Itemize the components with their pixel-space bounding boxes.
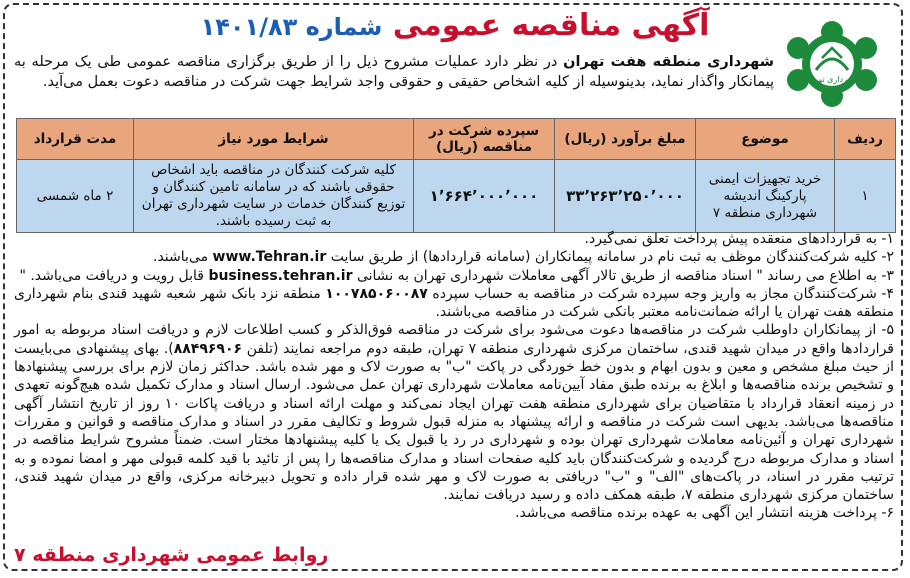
footer-signature: روابط عمومی شهرداری منطقه ۷	[14, 544, 329, 566]
tender-clauses	[14, 230, 894, 523]
tehran-municipality-logo	[778, 18, 886, 110]
clause-2-end: می‌باشند.	[153, 249, 213, 266]
header-conditions: شرایط مورد نیاز	[134, 119, 414, 160]
clause-3-end: قابل رویت و دریافت می‌باشد. "	[19, 267, 209, 284]
table-header-row	[17, 119, 896, 160]
title-text: آگهی مناقصه عمومی	[392, 8, 710, 43]
tender-table	[16, 118, 896, 233]
clause-3	[14, 267, 894, 285]
header-duration: مدت قرارداد	[17, 119, 134, 160]
header-estimate: مبلغ برآورد (ریال)	[555, 119, 696, 160]
clause-4	[14, 285, 894, 322]
contact-phone: ۸۸۴۹۶۹۰۶	[173, 340, 243, 357]
cell-conditions: کلیه شرکت کنندگان در مناقصه باید اشخاص حقوقی باشند که در سامانه تامین کنندگان و توزیع کنندگان خدمات در سایت شهرداری تهران به ثبت رسیده باشند.	[134, 160, 414, 233]
svg-text:شهرداری تهران: شهرداری تهران	[806, 75, 858, 84]
cell-estimate: ۳۳٬۲۶۳٬۲۵۰٬۰۰۰	[555, 160, 696, 233]
tender-number: شماره ۱۴۰۱/۸۳	[200, 13, 383, 41]
cell-duration: ۲ ماه شمسی	[17, 160, 134, 233]
clause-4-text: ۴- شرکت‌کنندگان مجاز به واریز وجه سپرده شرکت در مناقصه به حساب سپرده	[427, 285, 894, 302]
tehran-site-link[interactable]: www.Tehran.ir	[212, 249, 327, 266]
intro-paragraph	[14, 52, 774, 92]
header-row-number: ردیف	[835, 119, 896, 160]
cell-deposit: ۱٬۶۶۴٬۰۰۰٬۰۰۰	[414, 160, 555, 233]
clause-3-text: ۳- به اطلاع می رساند " اسناد مناقصه از طریق تالار آگهی معاملات شهرداری تهران به نشانی	[352, 267, 894, 284]
header-subject: موضوع	[696, 119, 835, 160]
clause-5-text: ۵- از پیمانکاران داوطلب شرکت در مناقصه‌ها دعوت می‌شود برای شرکت در مناقصه فوق‌الذکر و کسب اطلاعات لازم و دریافت اسناد مربوطه به امور قراردادها واقع در میدان شهید قندی، ساختمان مرکزی شهرداری منطقه ۷ تهران، طبقه دوم مراجعه نمایند (تلفن	[14, 322, 894, 357]
org-name: شهرداری منطقه هفت تهران	[563, 54, 774, 70]
table-row	[17, 160, 896, 233]
clause-2-text: ۲- کلیه شرکت‌کنندگان موظف به ثبت نام در سامانه پیمانکاران (سامانه قراردادها) از طریق سایت	[326, 249, 894, 266]
header-deposit: سپرده شرکت در مناقصه (ریال)	[414, 119, 555, 160]
cell-subject: خرید تجهیزات ایمنی پارکینگ اندیشه شهرداری منطقه ۷	[696, 160, 835, 233]
cell-row-number: ۱	[835, 160, 896, 233]
clause-5-end: ). بهای پیشنهادی می‌بایست از حیث مبلغ مشخص و معین و بدون ابهام و بدون خط خوردگی در پاکت "ب" به صورت لاک و مهر شده باشد. حداکثر زمان لازم برای بررسی پیشنهادها و تشخیص برنده مناقصه‌ها و ابلاغ به برنده طبق مفاد آیین‌نامه معاملات شهرداری تهران عمل می‌شود. ارسال اسناد و مدارک تکمیل شده هیچ‌گونه تعهدی در زمینه انعقاد قرارداد با متقاضیان برای شهرداری منطقه هفت تهران ایجاد نمی‌کند و مهلت ارائه اسناد و دریافت پاکات ۱۰ روز از تاریخ انتشار آگهی مناقصه‌ها می‌باشد. بدیهی است شرکت در مناقصه و ارائه پیشنهاد به منزله قبول شروط و تکالیف مقرر در اسناد و مدارک مناقصه و قوانین و مقررات شهرداری تهران و آئین‌نامه معاملات شهرداری تهران بوده و شهرداری در رد یا قبول یک یا کلیه پیشنهادها مختار است. ضمناً مشروح شرایط مناقصه در اسناد و مدارک مربوطه درج گردیده و شرکت‌کنندگان باید کلیه صفحات اسناد و مدارک مناقصه‌ها را پس از تائید با قید کلمه قبولی مهر و امضا نموده و به ترتیب مقرر در اسناد، در پاکت‌های "الف" و "ب" دریافتی به صورت لاک و مهر شده قرار داده و تحویل دبیرخانه مرکزی، واقع در میدان شهید قندی، ساختمان مرکزی شهرداری منطقه ۷، طبقه همکف داده و رسید دریافت نمایند.	[14, 340, 895, 504]
clause-2	[14, 248, 894, 266]
clause-4-end: منطقه نزد بانک شهر شعبه شهید قندی بنام شهرداری منطقه هفت تهران یا ارائه ضمانت‌نامه معتبر بانکی شرکت در مناقصه می‌باشند.	[14, 285, 894, 321]
intro-text: در نظر دارد عملیات مشروح ذیل را از طریق برگزاری مناقصه عمومی طی یک مرحله به پیمانکار واگذار نماید، بدینوسیله از کلیه اشخاص حقیقی و حقوقی واجد شرایط جهت شرکت در مناقصه دعوت بعمل می‌آید.	[14, 54, 774, 90]
deposit-account-number: ۱۰۰۷۸۵۰۶۰۰۸۷	[325, 285, 428, 302]
clause-5	[14, 321, 894, 504]
clause-6: ۶- پرداخت هزینه انتشار این آگهی به عهده برنده مناقصه می‌باشد.	[515, 505, 894, 522]
page-title	[150, 6, 760, 47]
business-site-link[interactable]: business.tehran.ir	[208, 267, 353, 284]
clause-1: ۱- به قراردادهای منعقده پیش پرداخت تعلق نمی‌گیرد.	[584, 231, 894, 247]
